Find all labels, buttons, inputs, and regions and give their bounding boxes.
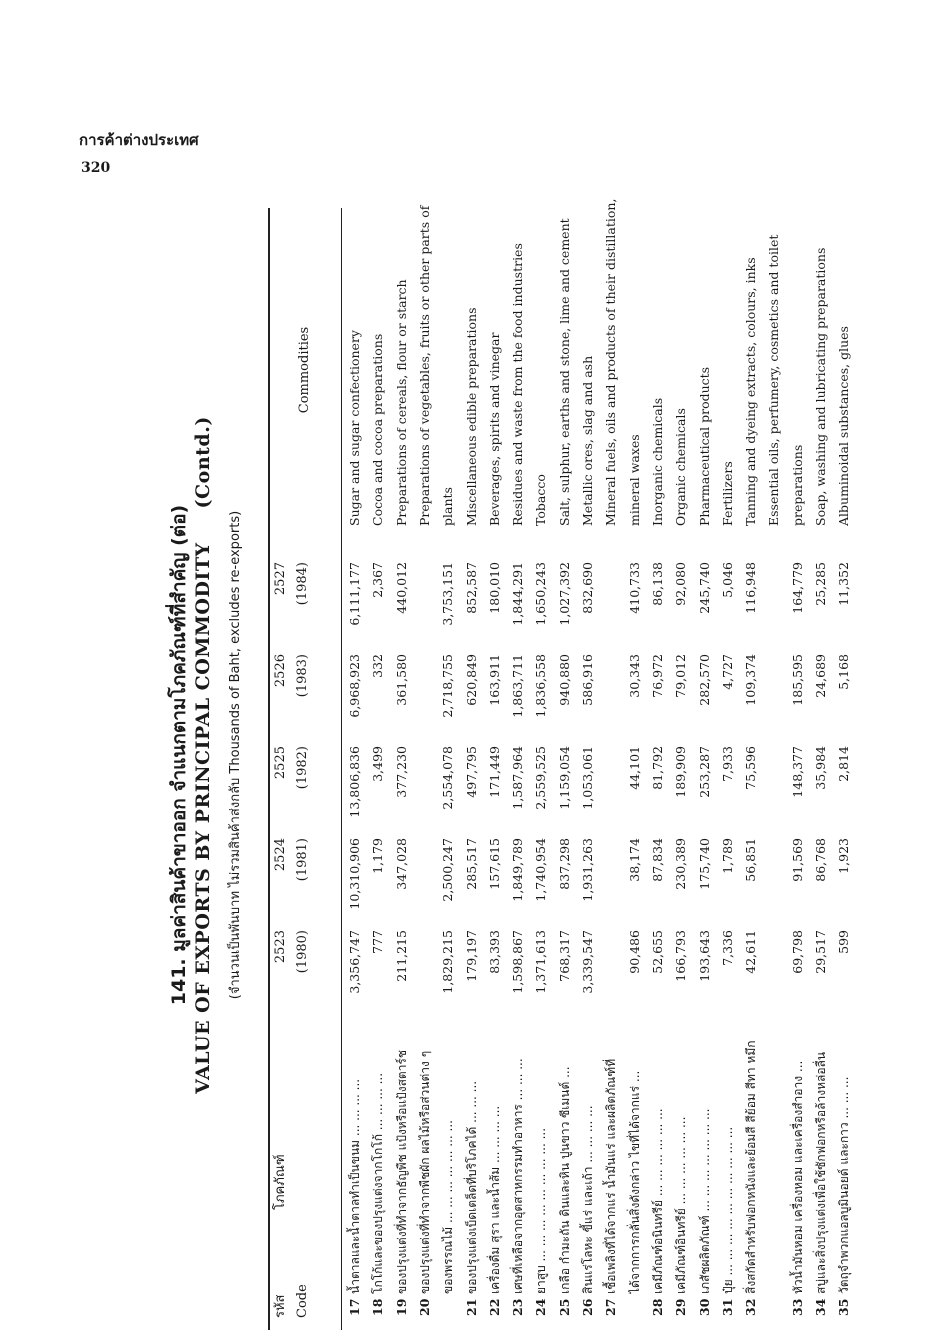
row-value: 347,028 <box>393 838 409 890</box>
row-commodity-en: Fertilizers <box>719 461 735 526</box>
row-value: 38,174 <box>626 838 642 882</box>
row-commodity-thai: เครื่องดื่ม สุรา และน้ำส้ม ... ... ... ... <box>487 1105 502 1294</box>
row-value: 440,012 <box>393 562 409 614</box>
row-value: 332 <box>370 654 386 678</box>
row-commodity-en: Preparations of cereals, flour or starch <box>393 279 409 526</box>
row-commodity-en: Cocoa and cocoa preparations <box>370 333 386 526</box>
row-commodity-en: Organic chemicals <box>673 408 689 526</box>
row-value: 52,655 <box>649 930 665 974</box>
header-year-1983 <box>270 654 340 746</box>
row-value: 599 <box>836 930 852 954</box>
row-value: 79,012 <box>673 654 689 698</box>
row-code: 30 <box>696 1298 712 1316</box>
row-value: 410,733 <box>626 562 642 614</box>
row-value: 3,356,747 <box>347 930 362 994</box>
table-row <box>787 180 809 1330</box>
row-value: 211,215 <box>393 930 409 982</box>
row-value: 1,829,215 <box>440 930 456 994</box>
table-row <box>530 180 552 1330</box>
running-head: การค้าต่างประเทศ <box>79 131 199 149</box>
table-row <box>670 180 692 1330</box>
row-commodity-en: Preparations of vegetables, fruits or other parts of <box>416 205 432 526</box>
row-value: 1,740,954 <box>533 838 549 902</box>
header-year-ce: (1984) <box>295 562 310 606</box>
row-commodity-en: Mineral fuels, oils and products of their distillation, <box>603 198 619 526</box>
table-title-en <box>192 180 214 1330</box>
row-commodity-thai: เภสัชผลิตภัณฑ์ ... ... ... ... ... ... ... <box>697 1108 712 1294</box>
row-commodity-en: Tobacco <box>533 474 549 526</box>
table-row <box>554 180 576 1330</box>
row-value: 30,343 <box>626 654 642 698</box>
row-value: 1,053,061 <box>580 746 595 810</box>
row-code: 28 <box>649 1298 665 1316</box>
row-value: 42,611 <box>743 930 759 974</box>
table-row <box>507 180 529 1330</box>
row-value: 193,643 <box>696 930 712 982</box>
row-value: 163,911 <box>486 654 502 706</box>
row-value: 2,559,525 <box>533 746 549 810</box>
row-commodity-thai: ของปรุงแต่งเบ็ดเตล็ดที่บริโภคได้ ... ... ... <box>464 1080 479 1294</box>
table-titles <box>158 180 268 1330</box>
header-rule <box>341 208 342 1330</box>
table-row <box>367 180 389 1330</box>
table-row <box>461 180 483 1330</box>
row-value: 586,916 <box>580 654 595 706</box>
row-code: 26 <box>580 1298 595 1316</box>
row-code: 20 <box>416 1298 432 1316</box>
row-value: 6,968,923 <box>347 654 362 718</box>
header-year-1981 <box>270 838 340 930</box>
row-code: 22 <box>486 1298 502 1316</box>
row-commodity-thai: ได้จากการกลั่นสิ่งดังกล่าว ไขที่ได้จากแร่ ... <box>627 1070 642 1294</box>
row-value: 175,740 <box>696 838 712 890</box>
row-commodity-en: plants <box>440 487 456 526</box>
table-row <box>600 180 622 1330</box>
row-value: 1,863,711 <box>510 654 526 718</box>
row-value: 1,027,392 <box>556 562 572 626</box>
row-value: 116,948 <box>743 562 759 614</box>
table-row <box>484 180 506 1330</box>
table-row <box>833 180 855 1330</box>
page-number: 320 <box>81 160 111 176</box>
row-commodity-thai: สบู่และสิ่งปรุงแต่งเพื่อใช้ซักฟอกหรือล้างหล่อลื่น <box>814 1051 828 1294</box>
row-value: 4,727 <box>719 654 735 690</box>
row-code: 18 <box>370 1298 386 1316</box>
row-commodity-thai: วัตถุจำพวกแอลบูมินอยด์ และกาว ... ... ... <box>837 1076 852 1294</box>
row-commodity-en: Sugar and sugar confectionery <box>347 330 362 526</box>
row-commodity-en: Pharmaceutical products <box>696 366 712 526</box>
row-code: 32 <box>743 1298 759 1316</box>
row-code: 17 <box>347 1298 362 1316</box>
row-commodity-thai: เคมีภัณฑ์อินทรีย์ ... ... ... ... ... ... <box>674 1116 689 1294</box>
header-commodity-en-text: Commodities <box>297 326 312 414</box>
table-title-contd: (Contd.) <box>192 416 214 509</box>
header-year-ce: (1983) <box>295 654 310 698</box>
row-value: 171,449 <box>486 746 502 798</box>
row-value: 2,500,247 <box>440 838 456 902</box>
row-value: 83,393 <box>486 930 502 974</box>
row-value: 361,580 <box>393 654 409 706</box>
row-value: 35,984 <box>813 746 828 790</box>
row-value: 75,596 <box>743 746 759 790</box>
row-value: 179,197 <box>463 930 479 982</box>
row-value: 777 <box>370 930 386 954</box>
row-value: 2,814 <box>836 746 852 782</box>
row-value: 7,933 <box>719 746 735 782</box>
row-value: 109,374 <box>743 654 759 706</box>
table-row <box>391 180 413 1330</box>
row-code: 34 <box>813 1298 828 1316</box>
header-year-1982 <box>270 746 340 838</box>
row-commodity-en: Metallic ores, slag and ash <box>580 355 595 526</box>
row-value: 164,779 <box>789 562 805 614</box>
row-value: 2,367 <box>370 562 386 598</box>
row-value: 56,851 <box>743 838 759 882</box>
header-code-en: Code <box>295 1284 310 1318</box>
table-row <box>414 180 436 1330</box>
rotated-table <box>158 180 868 1330</box>
row-value: 3,499 <box>370 746 386 782</box>
row-commodity-thai: ของปรุงแต่งที่ทำจากพืชผัก ผลไม้หรือส่วนต่าง ๆ <box>417 1050 432 1294</box>
row-value: 3,753,151 <box>440 562 456 626</box>
row-value: 44,101 <box>626 746 642 790</box>
row-commodity-thai: สิ่งสกัดสำหรับฟอกหนังและย้อมสี สีย้อม สีทา หมึก <box>744 1040 759 1294</box>
row-commodity-en: Salt, sulphur, earths and stone, lime and cement <box>556 218 572 526</box>
row-code: 24 <box>533 1298 549 1316</box>
header-year-be: 2527 <box>273 562 288 596</box>
row-value: 620,849 <box>463 654 479 706</box>
row-value: 86,768 <box>813 838 828 882</box>
row-value: 76,972 <box>649 654 665 698</box>
header-year-ce: (1981) <box>295 838 310 882</box>
row-code: 29 <box>673 1298 689 1316</box>
row-commodity-thai: ของพรรณไม้ ... ... ... ... ... ... ... <box>441 1120 456 1294</box>
table-row <box>577 180 599 1330</box>
row-value: 5,046 <box>719 562 735 598</box>
row-value: 81,792 <box>649 746 665 790</box>
row-value: 768,317 <box>556 930 572 982</box>
table-title-en-text: VALUE OF EXPORTS BY PRINCIPAL COMMODITY <box>192 542 214 1094</box>
header-year-be: 2525 <box>273 746 288 780</box>
row-value: 25,285 <box>813 562 828 606</box>
table-row <box>694 180 716 1330</box>
row-code: 31 <box>719 1298 735 1316</box>
row-value: 230,389 <box>673 838 689 890</box>
row-value: 92,080 <box>673 562 689 606</box>
header-code <box>270 1258 340 1318</box>
row-code: 21 <box>463 1298 479 1316</box>
row-value: 1,789 <box>719 838 735 874</box>
row-code: 35 <box>836 1298 852 1316</box>
row-value: 69,798 <box>789 930 805 974</box>
header-year-1984 <box>270 562 340 654</box>
row-value: 377,230 <box>393 746 409 798</box>
row-value: 253,287 <box>696 746 712 798</box>
row-value: 1,598,867 <box>510 930 526 994</box>
row-commodity-thai: สินแร่โลหะ ขี้แร่ และเถ้า ... ... ... ... <box>581 1105 595 1294</box>
row-commodity-thai: น้ำตาลและน้ำตาลทำเป็นขนม ... ... ... ... <box>348 1078 362 1294</box>
header-year-be: 2524 <box>273 838 288 872</box>
row-value: 86,138 <box>649 562 665 606</box>
row-value: 1,849,789 <box>510 838 526 902</box>
row-value: 7,336 <box>719 930 735 966</box>
row-value: 1,650,243 <box>533 562 549 626</box>
row-value: 245,740 <box>696 562 712 614</box>
row-value: 185,595 <box>789 654 805 706</box>
row-value: 1,931,263 <box>580 838 595 902</box>
row-value: 29,517 <box>813 930 828 974</box>
row-value: 11,352 <box>836 562 852 606</box>
header-year-ce: (1980) <box>295 930 310 974</box>
header-year-ce: (1982) <box>295 746 310 790</box>
row-value: 5,168 <box>836 654 852 690</box>
row-value: 189,909 <box>673 746 689 798</box>
row-commodity-en: preparations <box>789 444 805 526</box>
row-value: 2,554,078 <box>440 746 456 810</box>
row-commodity-thai: เกลือ กำมะถัน ดินและหิน ปูนขาว ซีเมนต์ ... <box>557 1066 572 1294</box>
row-value: 1,179 <box>370 838 386 874</box>
row-code: 27 <box>603 1298 619 1316</box>
row-value: 940,880 <box>556 654 572 706</box>
row-value: 1,844,291 <box>510 562 526 626</box>
header-year-be: 2523 <box>273 930 288 964</box>
row-value: 10,310,906 <box>347 838 362 910</box>
row-commodity-en: Residues and waste from the food industries <box>510 243 526 526</box>
row-commodity-thai: ปุ๋ย ... ... ... ... ... ... ... ... ... ... <box>720 1126 735 1294</box>
table-row <box>740 180 762 1330</box>
row-value: 90,486 <box>626 930 642 974</box>
row-value: 1,159,054 <box>556 746 572 810</box>
table-row <box>763 180 785 1330</box>
row-code: 19 <box>393 1298 409 1316</box>
row-commodity-thai: เชื้อเพลิงที่ได้จากแร่ น้ำมันแร่ และผลิตภัณฑ์ที่ <box>604 1058 619 1294</box>
table-row <box>344 180 366 1330</box>
table-row <box>624 180 646 1330</box>
table-row <box>717 180 739 1330</box>
row-commodity-thai: เศษที่เหลือจากอุตสาหกรรมทำอาหาร ... ... ... <box>511 1058 526 1294</box>
row-value: 180,010 <box>486 562 502 614</box>
row-code: 33 <box>789 1298 805 1316</box>
row-value: 1,371,613 <box>533 930 549 994</box>
unit-note: (จำนวนเป็นพันบาท ไม่รวมสินค้าส่งกลับ Thousands of Baht, excludes re-exports) <box>228 510 243 1000</box>
row-value: 1,836,558 <box>533 654 549 718</box>
row-commodity-thai: ยาสูบ ... ... ... ... ... ... ... ... ... <box>534 1127 549 1294</box>
header-year-be: 2526 <box>273 654 288 688</box>
row-commodity-en: Soap, washing and lubricating preparations <box>813 247 828 526</box>
row-commodity-en: Inorganic chemicals <box>649 397 665 526</box>
row-value: 832,690 <box>580 562 595 614</box>
header-commodity-thai <box>270 1110 340 1210</box>
row-value: 282,570 <box>696 654 712 706</box>
row-commodity-en: Albuminoidal substances, glues <box>836 326 852 526</box>
header-year-1980 <box>270 930 340 1022</box>
row-commodity-en: Beverages, spirits and vinegar <box>486 332 502 526</box>
table-row <box>810 180 832 1330</box>
row-commodity-en: Essential oils, perfumery, cosmetics and toilet <box>766 234 782 526</box>
row-value: 497,795 <box>463 746 479 798</box>
row-value: 157,615 <box>486 838 502 890</box>
table-row <box>647 180 669 1330</box>
row-value: 6,111,177 <box>347 562 362 626</box>
row-code: 23 <box>510 1298 526 1316</box>
row-commodity-thai: ของปรุงแต่งที่ทำจากธัญพืช แป้งหรือแป้งสตาร์ช <box>394 1049 409 1294</box>
row-value: 3,339,547 <box>580 930 595 994</box>
row-commodity-en: Tanning and dyeing extracts, colours, inks <box>743 257 759 526</box>
row-value: 148,377 <box>789 746 805 798</box>
row-value: 91,569 <box>789 838 805 882</box>
row-value: 852,587 <box>463 562 479 614</box>
table-title-thai: 141. มูลค่าสินค้าขาออก จำแนกตามโภคภัณฑ์ที่สำคัญ (ต่อ) <box>168 504 190 1006</box>
row-commodity-en: Miscellaneous edible preparations <box>463 307 479 526</box>
row-value: 87,834 <box>649 838 665 882</box>
row-value: 24,689 <box>813 654 828 698</box>
row-code: 25 <box>556 1298 572 1316</box>
header-commodity-thai-text: โภคภัณฑ์ <box>273 1154 288 1210</box>
row-commodity-en: mineral waxes <box>626 434 642 526</box>
row-commodity-thai: โกโก้และของปรุงแต่งจากโกโก้ ... ... ... ... <box>371 1072 386 1294</box>
row-value: 13,806,836 <box>347 746 362 818</box>
row-value: 1,923 <box>836 838 852 874</box>
row-value: 1,587,964 <box>510 746 526 810</box>
row-value: 2,718,755 <box>440 654 456 718</box>
row-commodity-thai: เคมีภัณฑ์อนินทรีย์ ... ... ... ... ... ... <box>650 1108 665 1294</box>
row-value: 837,298 <box>556 838 572 890</box>
header-code-thai: รหัส <box>273 1294 288 1318</box>
table-row <box>437 180 459 1330</box>
row-value: 166,793 <box>673 930 689 982</box>
row-value: 285,517 <box>463 838 479 890</box>
row-commodity-thai: หัวน้ำมันหอม เครื่องหอม และเครื่องสำอาง ... <box>790 1060 805 1294</box>
